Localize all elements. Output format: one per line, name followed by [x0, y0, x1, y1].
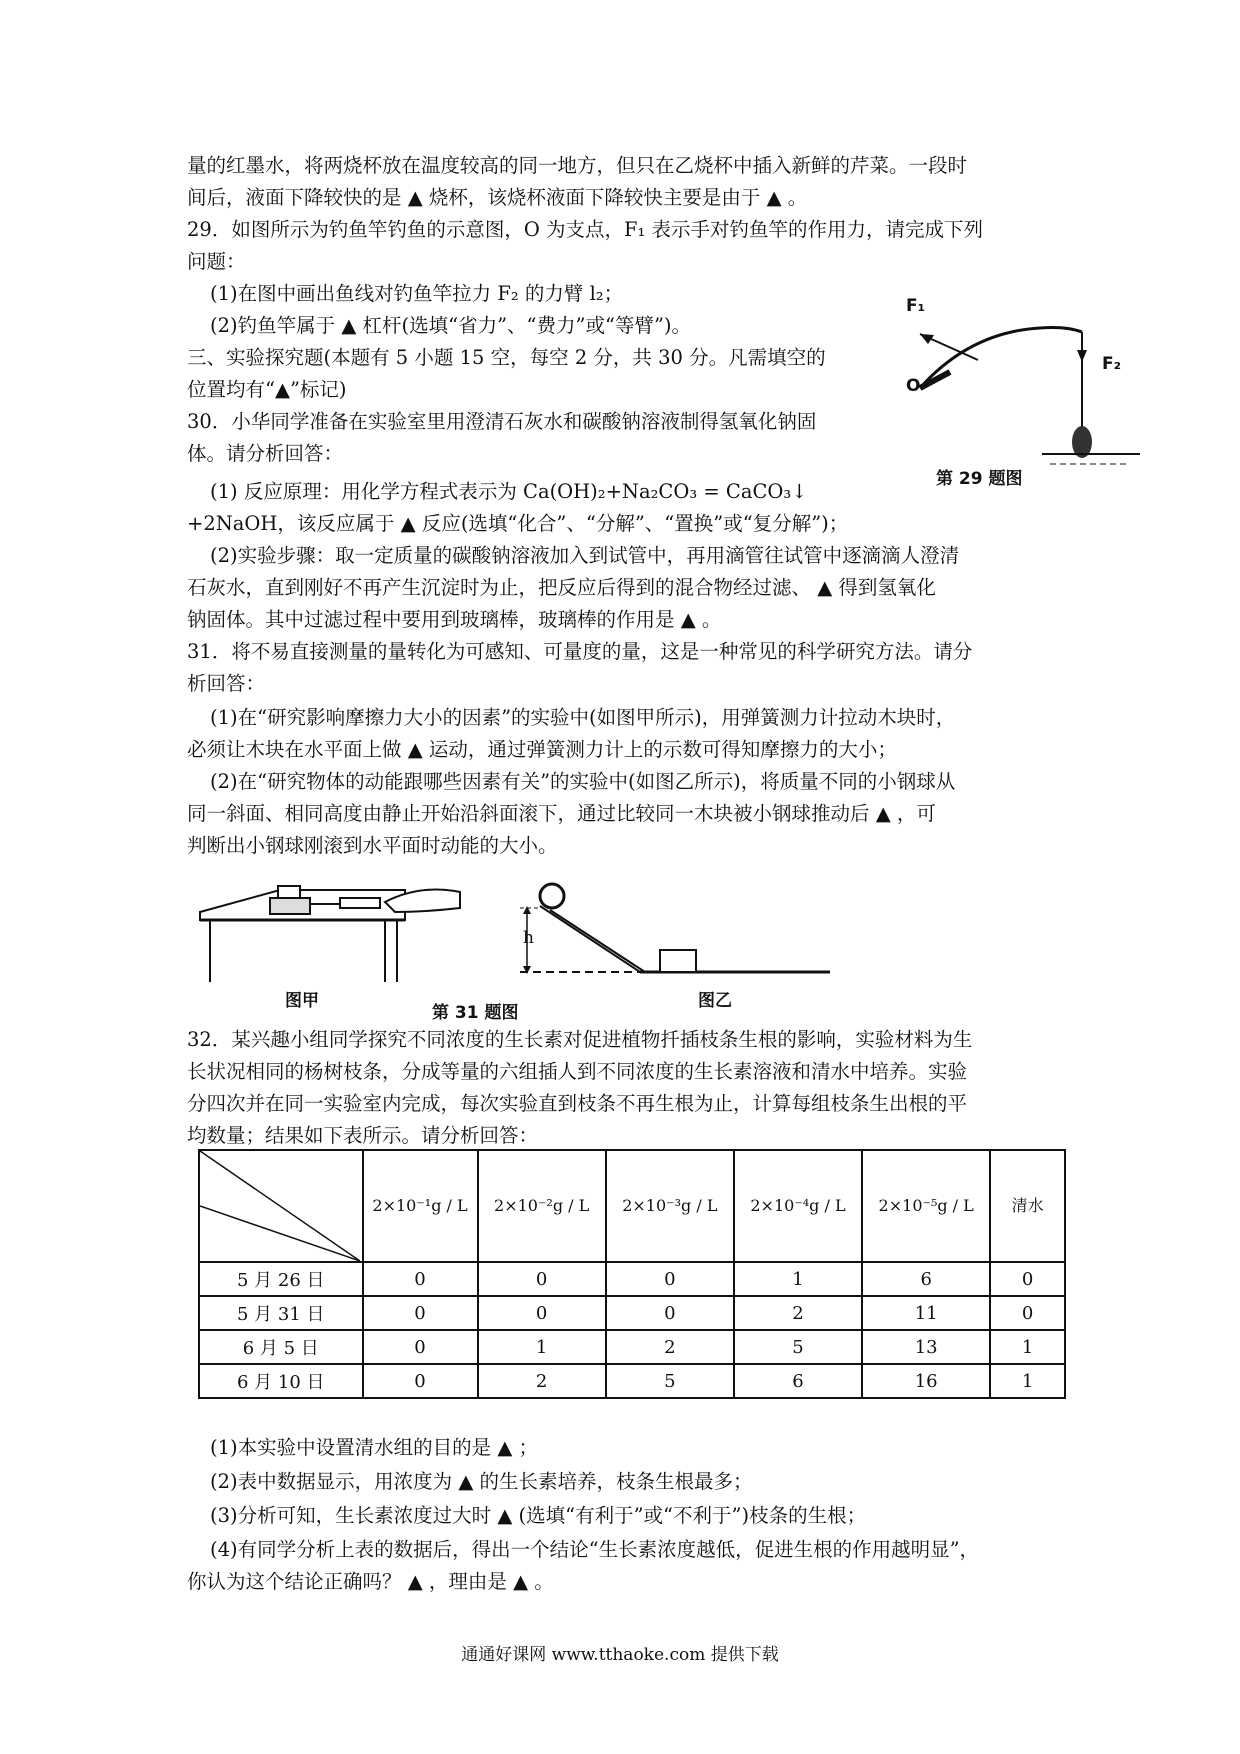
- figure-29-caption: 第 29 题图: [936, 469, 1023, 489]
- text-line: 必须让木块在水平面上做 ▲ 运动，通过弹簧测力计上的示数可得知摩擦力的大小；: [187, 738, 897, 761]
- text-line: 分四次并在同一实验室内完成，每次实验直到枝条不再生根为止，计算每组枝条生出根的平: [187, 1092, 968, 1115]
- text-line: 同一斜面、相同高度由静止开始沿斜面滚下，通过比较同一木块被小钢球推动后 ▲ ，可: [187, 802, 936, 825]
- text-line: 均数量；结果如下表所示。请分析回答：: [187, 1124, 539, 1147]
- figure-31-left-label: 图甲: [285, 991, 319, 1011]
- table-cell: 0: [990, 1296, 1065, 1330]
- column-header: 2×10⁻⁴g / L: [734, 1150, 862, 1262]
- table-cell: 0: [990, 1262, 1065, 1296]
- table-row: [199, 1262, 1065, 1296]
- row-date: 5 月 31 日: [199, 1296, 363, 1330]
- text-line: 量的红墨水，将两烧杯放在温度较高的同一地方，但只在乙烧杯中插入新鲜的芹菜。一段时: [187, 154, 968, 177]
- table-cell: 0: [606, 1296, 734, 1330]
- table-cell: 6: [734, 1364, 862, 1398]
- figure-31-right-label: 图乙: [698, 991, 732, 1011]
- question-31: 31．将不易直接测量的量转化为可感知、可量度的量，这是一种常见的科学研究方法。请分: [187, 640, 973, 663]
- answer-line: (4)有同学分析上表的数据后，得出一个结论“生长素浓度越低，促进生根的作用越明显”，: [210, 1538, 980, 1561]
- table-cell: 5: [734, 1330, 862, 1364]
- pivot-o-label: O: [906, 376, 921, 396]
- row-date: 6 月 5 日: [199, 1330, 363, 1364]
- row-date: 5 月 26 日: [199, 1262, 363, 1296]
- text-line: (2)在“研究物体的动能跟哪些因素有关”的实验中(如图乙所示)，将质量不同的小钢球从: [210, 770, 956, 793]
- text-line: (1) 反应原理：用化学方程式表示为 Ca(OH)₂+Na₂CO₃ = CaCO₃↓: [210, 480, 808, 503]
- fishing-rod-figure: [890, 292, 1140, 492]
- text-line: 析回答：: [187, 672, 266, 695]
- column-header: 2×10⁻³g / L: [606, 1150, 734, 1262]
- text-line: (2)钓鱼竿属于 ▲ 杠杆(选填“省力”、“费力”或“等臂”)。: [210, 314, 692, 337]
- results-table: [198, 1149, 1066, 1399]
- figure-31-caption: 第 31 题图: [432, 1003, 519, 1023]
- page-footer: 通通好课网 www.tthaoke.com 提供下载: [461, 1645, 779, 1665]
- table-cell: 1: [734, 1262, 862, 1296]
- text-line: (2)实验步骤：取一定质量的碳酸钠溶液加入到试管中，再用滴管往试管中逐滴滴人澄清: [210, 544, 960, 567]
- table-cell: 1: [990, 1330, 1065, 1364]
- table-cell: 1: [990, 1364, 1065, 1398]
- answer-line: (1)本实验中设置清水组的目的是 ▲ ；: [210, 1436, 539, 1459]
- text-line: 石灰水，直到刚好不再产生沉淀时为止，把反应后得到的混合物经过滤、 ▲ 得到氢氧化: [187, 576, 936, 599]
- column-header: 2×10⁻¹g / L: [363, 1150, 478, 1262]
- table-cell: 0: [363, 1262, 478, 1296]
- text-line: 位置均有“▲”标记): [187, 378, 347, 401]
- friction-experiment-figure: [190, 872, 480, 982]
- text-line: 判断出小钢球刚滚到水平面时动能的大小。: [187, 834, 558, 857]
- table-row: [199, 1330, 1065, 1364]
- table-cell: 1: [478, 1330, 606, 1364]
- text-line: 体。请分析回答：: [187, 442, 344, 465]
- text-line: (1)在“研究影响摩擦力大小的因素”的实验中(如图甲所示)，用弹簧测力计拉动木块时，: [210, 706, 956, 729]
- table-cell: 0: [606, 1262, 734, 1296]
- table-cell: 11: [862, 1296, 990, 1330]
- table-row: [199, 1296, 1065, 1330]
- text-line: 问题：: [187, 250, 246, 273]
- question-32: 32．某兴趣小组同学探究不同浓度的生长素对促进植物扦插枝条生根的影响，实验材料为生: [187, 1028, 973, 1051]
- table-cell: 0: [363, 1364, 478, 1398]
- force-f1-label: F₁: [906, 296, 926, 316]
- force-f2-label: F₂: [1102, 354, 1122, 374]
- text-line: 长状况相同的杨树枝条，分成等量的六组插人到不同浓度的生长素溶液和清水中培养。实验: [187, 1060, 968, 1083]
- question-30: 30．小华同学准备在实验室里用澄清石灰水和碳酸钠溶液制得氢氧化钠固: [187, 410, 817, 433]
- answer-line: 你认为这个结论正确吗？ ▲ ，理由是 ▲ 。: [187, 1570, 554, 1593]
- text-line: +2NaOH，该反应属于 ▲ 反应(选填“化合”、“分解”、“置换”或“复分解”)；: [187, 512, 849, 535]
- text-line: 间后，液面下降较快的是 ▲ 烧杯，该烧杯液面下降较快主要是由于 ▲ 。: [187, 186, 808, 209]
- column-header: 2×10⁻²g / L: [478, 1150, 606, 1262]
- answer-line: (2)表中数据显示，用浓度为 ▲ 的生长素培养，枝条生根最多；: [210, 1470, 753, 1493]
- column-header: 清水: [990, 1150, 1065, 1262]
- table-cell: 13: [862, 1330, 990, 1364]
- table-cell: 2: [478, 1364, 606, 1398]
- table-cell: 0: [478, 1296, 606, 1330]
- answer-line: (3)分析可知，生长素浓度过大时 ▲ (选填“有利于”或“不利于”)枝条的生根；: [210, 1504, 867, 1527]
- table-cell: 0: [363, 1330, 478, 1364]
- table-cell: 6: [862, 1262, 990, 1296]
- table-cell: 0: [478, 1262, 606, 1296]
- table-cell: 16: [862, 1364, 990, 1398]
- section-heading: 三、实验探究题(本题有 5 小题 15 空，每空 2 分，共 30 分。凡需填空的: [187, 346, 826, 369]
- table-row: [199, 1364, 1065, 1398]
- height-h-label: h: [523, 928, 534, 948]
- column-header: 2×10⁻⁵g / L: [862, 1150, 990, 1262]
- text-line: 钠固体。其中过滤过程中要用到玻璃棒，玻璃棒的作用是 ▲ 。: [187, 608, 722, 631]
- table-cell: 5: [606, 1364, 734, 1398]
- question-29: 29．如图所示为钓鱼竿钓鱼的示意图，O 为支点，F₁ 表示手对钓鱼竿的作用力，请完成下列: [187, 218, 984, 241]
- table-cell: 0: [363, 1296, 478, 1330]
- row-date: 6 月 10 日: [199, 1364, 363, 1398]
- kinetic-energy-figure: [500, 872, 860, 982]
- table-header-row: [199, 1150, 1065, 1262]
- diagonal-header-cell: [199, 1150, 363, 1262]
- table-cell: 2: [734, 1296, 862, 1330]
- text-line: (1)在图中画出鱼线对钓鱼竿拉力 F₂ 的力臂 l₂；: [210, 282, 624, 305]
- table-cell: 2: [606, 1330, 734, 1364]
